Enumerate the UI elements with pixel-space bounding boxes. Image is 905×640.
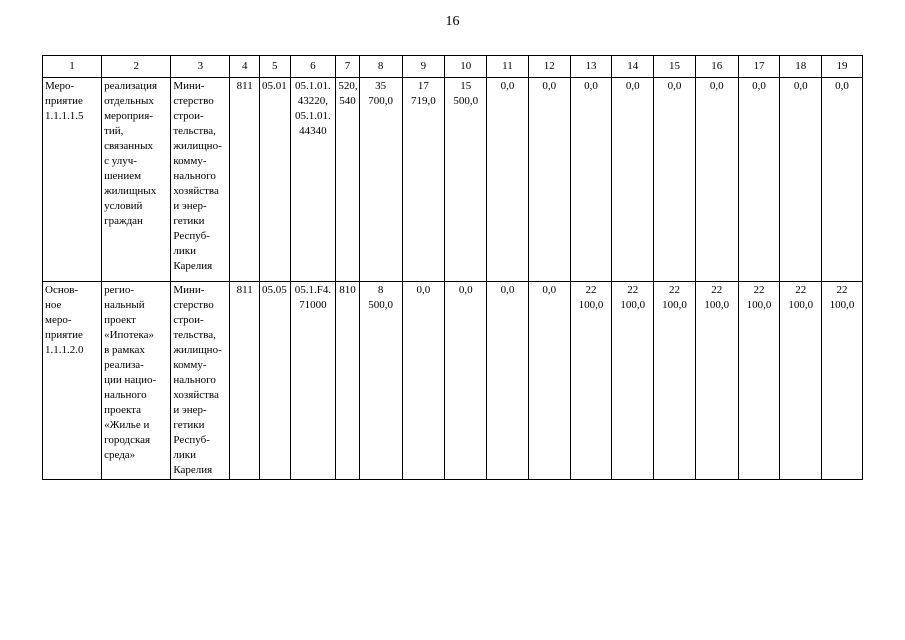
table-cell: 22 100,0 (822, 282, 863, 480)
column-header: 10 (445, 56, 487, 78)
table-cell: 8 500,0 (359, 282, 402, 480)
table-cell: 35 700,0 (359, 78, 402, 282)
activity-code-cell: Меро- приятие 1.1.1.1.5 (43, 78, 102, 282)
table-cell: 811 (230, 282, 260, 480)
page-number: 16 (445, 14, 460, 29)
column-header: 8 (359, 56, 402, 78)
column-header: 6 (290, 56, 336, 78)
column-header: 2 (102, 56, 171, 78)
header-row (43, 56, 863, 78)
table-cell: 22 100,0 (695, 282, 738, 480)
table-cell: 22 100,0 (738, 282, 780, 480)
responsible-executor-cell: Мини- стерство строи- тельства, жилищно- комму- нального хозяйства и энер- гетики Респуб- лики Карелия (171, 78, 230, 282)
table-cell: 15 500,0 (445, 78, 487, 282)
activity-name-cell: регио- нальный проект «Ипотека» в рамках реализа- ции нацио- нального проекта «Жилье и городская среда» (102, 282, 171, 480)
table-cell: 0,0 (528, 78, 570, 282)
column-header: 14 (612, 56, 654, 78)
table-cell: 0,0 (528, 282, 570, 480)
table-cell: 0,0 (402, 282, 445, 480)
column-header: 11 (487, 56, 529, 78)
responsible-executor-cell: Мини- стерство строи- тельства, жилищно- комму- нального хозяйства и энер- гетики Респуб- лики Карелия (171, 282, 230, 480)
table-cell: 05.05 (259, 282, 290, 480)
column-header: 18 (780, 56, 822, 78)
table-cell: 22 100,0 (780, 282, 822, 480)
table-cell: 520, 540 (336, 78, 359, 282)
column-header: 13 (570, 56, 612, 78)
table-cell: 22 100,0 (654, 282, 696, 480)
budget-table (42, 55, 863, 480)
column-header: 16 (695, 56, 738, 78)
column-header: 5 (259, 56, 290, 78)
table-cell: 05.1.F4. 71000 (290, 282, 336, 480)
table-cell: 0,0 (738, 78, 780, 282)
table-cell: 0,0 (445, 282, 487, 480)
column-header: 4 (230, 56, 260, 78)
table-cell: 0,0 (570, 78, 612, 282)
table-cell: 811 (230, 78, 260, 282)
table-cell: 22 100,0 (570, 282, 612, 480)
table-cell: 0,0 (487, 282, 529, 480)
table-cell: 0,0 (612, 78, 654, 282)
column-header: 12 (528, 56, 570, 78)
table-cell: 0,0 (654, 78, 696, 282)
table-cell: 0,0 (780, 78, 822, 282)
column-header: 3 (171, 56, 230, 78)
column-header: 15 (654, 56, 696, 78)
table-cell: 810 (336, 282, 359, 480)
table-cell: 0,0 (822, 78, 863, 282)
column-header: 7 (336, 56, 359, 78)
column-header: 19 (822, 56, 863, 78)
table-cell: 0,0 (695, 78, 738, 282)
activity-code-cell: Основ- ное меро- приятие 1.1.1.2.0 (43, 282, 102, 480)
table-row (43, 78, 863, 282)
table-cell: 05.1.01. 43220, 05.1.01. 44340 (290, 78, 336, 282)
table-cell: 05.01 (259, 78, 290, 282)
table-cell: 22 100,0 (612, 282, 654, 480)
activity-name-cell: реализация отдельных мероприя- тий, связанных с улуч- шением жилищных условий граждан (102, 78, 171, 282)
table-row (43, 282, 863, 480)
table-cell: 0,0 (487, 78, 529, 282)
column-header: 1 (43, 56, 102, 78)
table-cell: 17 719,0 (402, 78, 445, 282)
column-header: 9 (402, 56, 445, 78)
column-header: 17 (738, 56, 780, 78)
